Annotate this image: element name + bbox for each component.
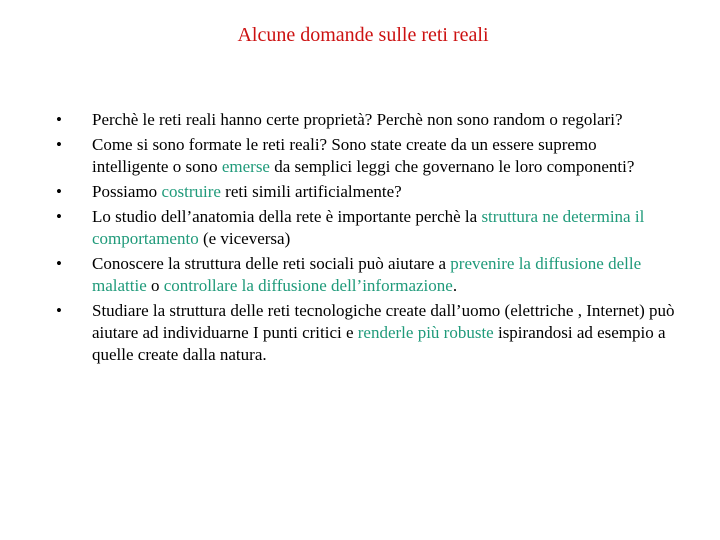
bullet-dot: • — [56, 135, 62, 154]
bullet-item — [56, 181, 676, 203]
bullet-dot: • — [56, 301, 62, 320]
highlighted-text: prevenire la diffusione delle malattie — [92, 254, 642, 295]
bullet-text: ispirandosi ad esempio a quelle create dalla natura. — [92, 323, 666, 364]
bullet-text: reti simili artificialmente? — [220, 182, 402, 201]
bullet-text: o — [146, 276, 164, 295]
bullet-text: Possiamo — [92, 182, 162, 201]
bullet-text: Conoscere la struttura delle reti sociali può aiutare a — [92, 254, 451, 273]
bullet-text: . — [452, 276, 458, 295]
slide-title: Alcune domande sulle reti reali — [237, 24, 489, 46]
bullet-dot: • — [56, 110, 62, 129]
bullet-item — [56, 134, 676, 178]
bullet-dot: • — [56, 182, 62, 201]
bullet-item — [56, 109, 676, 131]
bullet-dot: • — [56, 254, 62, 273]
bullet-text: Perchè le reti reali hanno certe proprietà? Perchè non sono random o regolari? — [92, 110, 623, 129]
bullet-text: Come si sono formate le reti reali? Sono state create da un essere supremo intelligente o sono — [92, 135, 597, 176]
highlighted-text: controllare la diffusione dell’informazione — [163, 276, 453, 295]
highlighted-text: renderle più robuste — [357, 323, 494, 342]
bullet-item — [56, 300, 676, 366]
bullet-dot: • — [56, 207, 62, 226]
bullet-text: da semplici leggi che governano le loro componenti? — [269, 157, 635, 176]
bullet-text: (e viceversa) — [198, 229, 291, 248]
bullet-text: Studiare la struttura delle reti tecnologiche create dall’uomo (elettriche , Internet) può aiutare ad individuarne I punti critici e — [92, 301, 675, 342]
bullet-item — [56, 206, 676, 250]
bullet-text: Lo studio dell’anatomia della rete è importante perchè la — [92, 207, 482, 226]
bullet-list — [56, 109, 676, 369]
highlighted-text: struttura ne determina il comportamento — [92, 207, 645, 248]
highlighted-text: costruire — [161, 182, 221, 201]
bullet-item — [56, 253, 676, 297]
highlighted-text: emerse — [221, 157, 270, 176]
